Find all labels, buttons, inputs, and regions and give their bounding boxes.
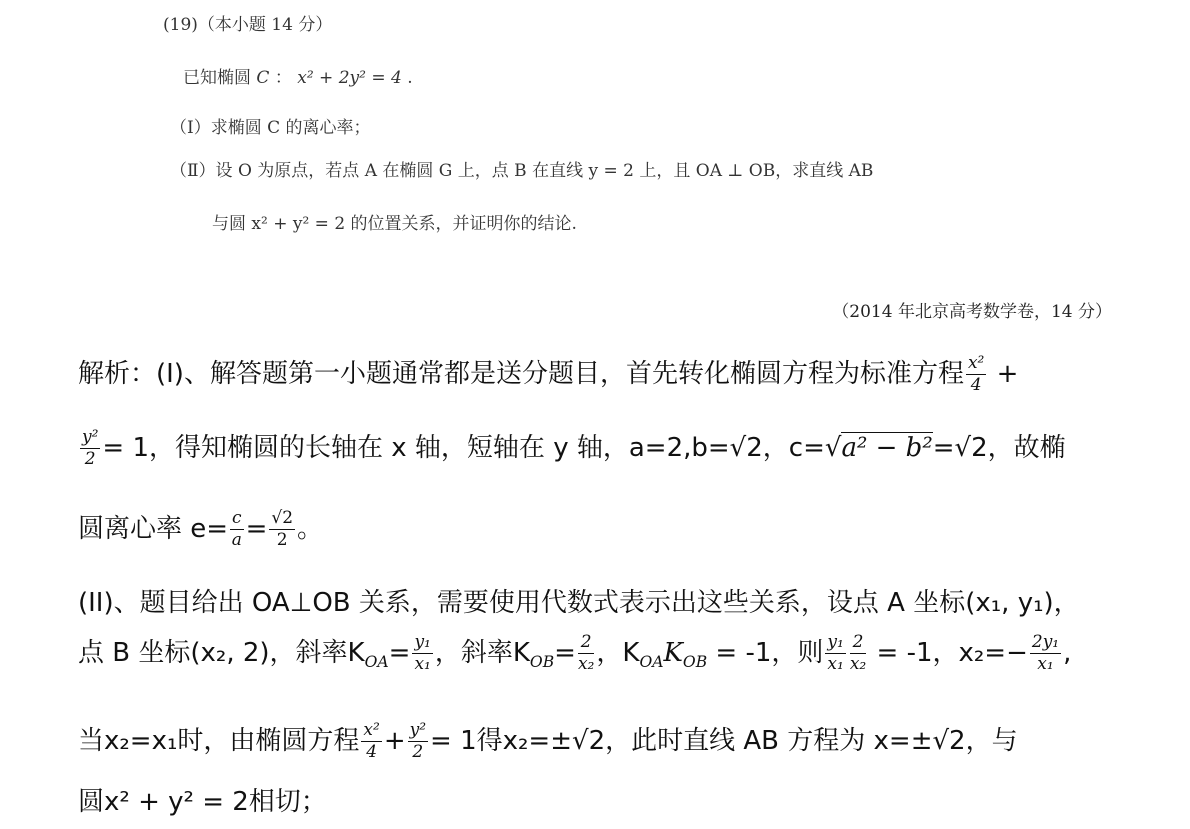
comma: , bbox=[1063, 638, 1072, 668]
line-5-part-a: 点 B 坐标(x₂, 2)，斜率K bbox=[78, 638, 365, 668]
given-end: . bbox=[407, 68, 413, 88]
fraction-2-over-x2: $\frac{2}{\text{x₂}}$ bbox=[577, 632, 595, 674]
sqrt-a2-minus-b2: a² − b² bbox=[841, 433, 933, 463]
line-6-part-b: = 1得x₂=±√2，此时直线 AB 方程为 x=±√2，与 bbox=[430, 726, 1018, 756]
subscript-ob: OB bbox=[682, 653, 708, 672]
given-line bbox=[183, 63, 413, 88]
period: 。 bbox=[297, 514, 324, 544]
question-part-2-line-1: （Ⅱ）设 O 为原点，若点 A 在椭圆 G 上，点 B 在直线 y = 2 上，且 OA ⊥ OB，求直线 AB bbox=[170, 161, 874, 181]
line-5-part-c: ，斜率K bbox=[434, 638, 530, 668]
solution-line-1-text: 解析：(I)、解答题第一小题通常都是送分题目，首先转化椭圆方程为标准方程 bbox=[78, 359, 964, 389]
equals-sign: = bbox=[388, 638, 411, 668]
line-6-part-a: 当x₂=x₁时，由椭圆方程 bbox=[78, 726, 360, 756]
solution-line-1 bbox=[78, 353, 1018, 394]
solution-line-3-text: 圆离心率 e= bbox=[78, 514, 229, 544]
solution-line-3 bbox=[78, 508, 323, 549]
k-symbol: K bbox=[663, 638, 683, 668]
sqrt-symbol: √ bbox=[824, 433, 842, 463]
question-part-1: （Ⅰ）求椭圆 C 的离心率； bbox=[170, 118, 371, 138]
solution-line-2-text-b: =√2，故椭 bbox=[932, 433, 1066, 463]
fraction-y1-over-x1: $\frac{\text{y₁}}{\text{x₁}}$ bbox=[414, 632, 431, 674]
fraction-2-over-x2: $\frac{2}{\text{x₂}}$ bbox=[849, 632, 867, 674]
solution-line-7: 圆x² + y² = 2相切； bbox=[78, 787, 327, 817]
fraction-x2-over-4: $\frac{\text{x²}}{4}$ bbox=[967, 353, 985, 395]
fraction-sqrt2-over-2: $\frac{√2}{2}$ bbox=[271, 508, 294, 550]
given-prefix: 已知椭圆 bbox=[183, 68, 251, 88]
question-source: （2014 年北京高考数学卷，14 分） bbox=[832, 302, 1112, 322]
subscript-oa: OA bbox=[639, 653, 664, 672]
solution-line-2 bbox=[78, 427, 1066, 468]
plus-sign: + bbox=[996, 359, 1019, 389]
solution-line-2-text-a: = 1，得知椭圆的长轴在 x 轴，短轴在 y 轴，a=2,b=√2，c= bbox=[102, 433, 825, 463]
fraction-y2-over-2: $\frac{\text{y²}}{2}$ bbox=[82, 427, 99, 469]
given-equation: x² + 2y² = 4 bbox=[297, 68, 402, 88]
plus-sign: + bbox=[383, 726, 406, 756]
solution-line-6 bbox=[78, 720, 1018, 761]
question-title: (19)（本小题 14 分） bbox=[163, 15, 333, 35]
subscript-ob: OB bbox=[529, 653, 555, 672]
fraction-2y1-over-x1: $\frac{\text{2y₁}}{\text{x₁}}$ bbox=[1031, 632, 1060, 674]
fraction-x2-over-4: $\frac{\text{x²}}{4}$ bbox=[363, 720, 380, 762]
given-c: C bbox=[256, 68, 270, 88]
line-5-part-e: ，K bbox=[596, 638, 640, 668]
fraction-c-over-a: $\frac{c}{a}$ bbox=[231, 508, 242, 550]
fraction-y2-over-2: $\frac{\text{y²}}{2}$ bbox=[409, 720, 427, 762]
equals-sign: = bbox=[554, 638, 576, 668]
fraction-y1-over-x1: $\frac{\text{y₁}}{\text{x₁}}$ bbox=[827, 632, 844, 674]
subscript-oa: OA bbox=[364, 653, 389, 672]
solution-line-5 bbox=[78, 632, 1071, 673]
given-sep: ： bbox=[274, 68, 292, 88]
solution-line-4: (II)、题目给出 OA⊥OB 关系，需要使用代数式表示出这些关系，设点 A 坐标(x₁, y₁)， bbox=[78, 588, 1080, 618]
equals-sign: = bbox=[245, 514, 268, 544]
line-5-part-h: = -1，x₂=− bbox=[868, 638, 1028, 668]
question-part-2-line-2: 与圆 x² + y² = 2 的位置关系，并证明你的结论. bbox=[212, 214, 577, 234]
line-5-part-g: = -1，则 bbox=[707, 638, 824, 668]
